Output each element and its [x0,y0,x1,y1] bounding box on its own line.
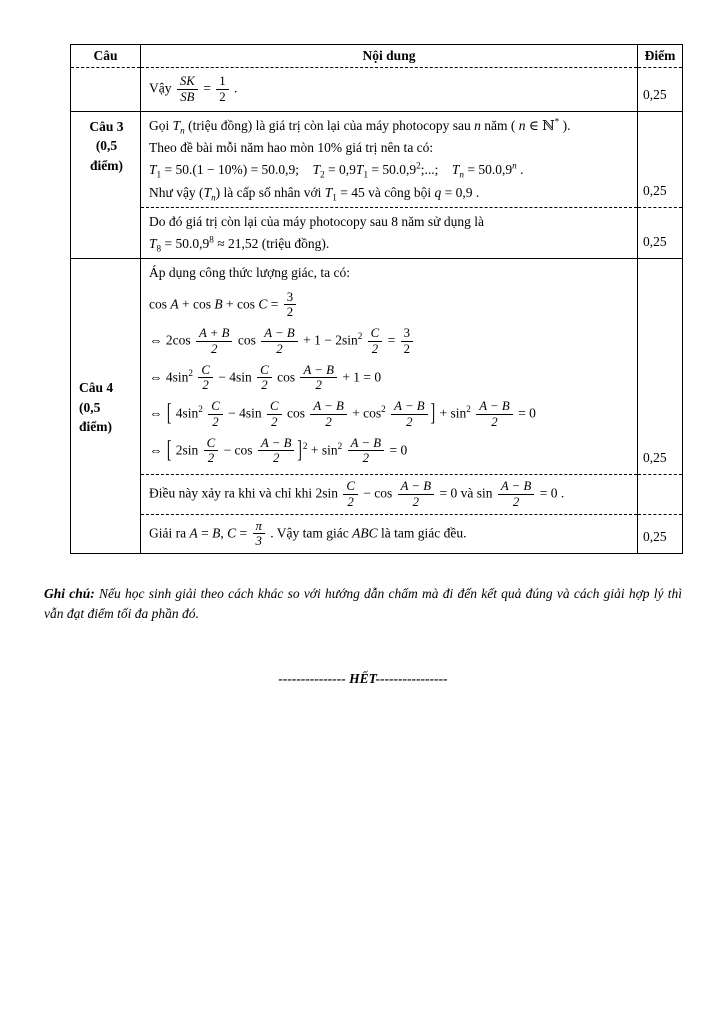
text-line: Theo đề bài mỗi năm hao mòn 10% giá trị nên ta có: [149,140,434,155]
row-cau3-sub1 [71,111,683,207]
note-label: Ghi chú: [44,586,95,601]
cau4-sub3-content-cell [141,514,638,554]
row-cau4-sub2 [71,475,683,515]
row-cau4-sub1 [71,259,683,475]
cau3-sub1-content-cell [141,111,638,207]
text-line: Áp dụng công thức lượng giác, ta có: [149,265,350,281]
formula-line: Gọi $T_n$ (triệu đồng) là giá trị còn lại của máy photocopy sau n năm ( n ∈ ℕ* ). [149,116,571,136]
text-line: Do đó giá trị còn lại của máy photocopy sau 8 năm sử dụng là [149,213,484,229]
cau4-points-1: (0,5 [79,399,101,415]
score-cell [638,475,683,515]
header-noidung: Nội dung [141,45,638,68]
formula-line: Vậy $\frac{SK}{SB}$ = $\frac{1}{2}$ . [149,74,238,104]
cau4-sub1-content-cell [141,259,638,475]
formula-line: $T_8 = 50.0,9^8 \approx 21,52$ (triệu đồng). [149,234,330,254]
row-cau3-sub2 [71,207,683,259]
cau3-points-1: (0,5 [95,138,118,154]
rubric-table [70,44,683,554]
row-cau4-sub3 [71,514,683,554]
table-header-row [71,45,683,68]
formula-line: cos A + cos B + cos C = $\frac{3}{2}$ [149,290,631,321]
cau4-label-cell [71,259,141,554]
note-text: Nếu học sinh giải theo cách khác so với hướng dẫn chấm mà đi đến kết quả đúng và cách giải hợp lý thì vẫn đạt điểm tối đa phần đó. [44,586,682,622]
carryover-content-cell [141,68,638,112]
formula-line: ⇔ 2cos $\frac{A + B}{2}$ cos $\frac{A - B}{2}$ + $1 - 2\sin^2$ $\frac{C}{2}$ = $\frac{3}{2}$ [149,326,631,357]
formula-line: ⇔ [ $4\sin^2$ $\frac{C}{2}$ − 4sin $\frac{C}{2}$ cos $\frac{A - B}{2}$ + $\cos^2$ $\frac{A - B}{2}$ ] + $\sin^2$ $\frac{A - B}{2}$ = 0 [149,398,536,429]
cau4-label: Câu 4 [79,380,114,396]
score-cell: 0,25 [638,259,683,475]
formula-line: Điều này xảy ra khi và chỉ khi 2sin $\frac{C}{2}$ − cos $\frac{A - B}{2}$ = 0 và sin $\frac{A - B}{2}$ = 0 . [149,479,565,509]
cau3-points-2: điểm) [90,157,123,173]
score-cell: 0,25 [638,68,683,112]
score-cell: 0,25 [638,111,683,207]
cau4-sub2-content-cell [141,475,638,515]
score-cell: 0,25 [638,514,683,554]
score-cell: 0,25 [638,207,683,259]
formula-line: $T_1 = 50.(1 - 10\%) = 50.0,9$; $T_2 = 0,9T_1 = 50.0,9^2$;...; $T_n = 50.0,9^n$ . [149,160,524,180]
header-cau: Câu [71,45,141,68]
formula-line: ⇔ $4\sin^2$ $\frac{C}{2}$ − 4sin $\frac{C}{2}$ cos $\frac{A - B}{2}$ + 1 = 0 [149,362,382,393]
formula-line: ⇔ [ 2sin $\frac{C}{2}$ − cos $\frac{A - B}{2}$ ]$^2 + \sin^2$ $\frac{A - B}{2}$ = 0 [149,435,408,466]
note [44,584,682,625]
formula-line: Giải ra A = B, C = $\frac{\pi}{3}$ . Vậy tam giác ABC là tam giác đều. [149,518,467,549]
cau3-label-cell [71,111,141,259]
header-diem: Điểm [638,45,683,68]
cau4-points-2: điểm) [79,419,112,435]
end-marker: --------------- HẾT---------------- [278,670,448,686]
row-carryover [71,68,683,112]
cau-cell-empty [71,68,141,112]
cau3-label: Câu 3 [89,118,124,134]
formula-line: Như vậy $(T_n)$ là cấp số nhân với $T_1 = 45$ và công bội q = 0,9 . [149,184,480,203]
cau3-sub2-content-cell [141,207,638,259]
